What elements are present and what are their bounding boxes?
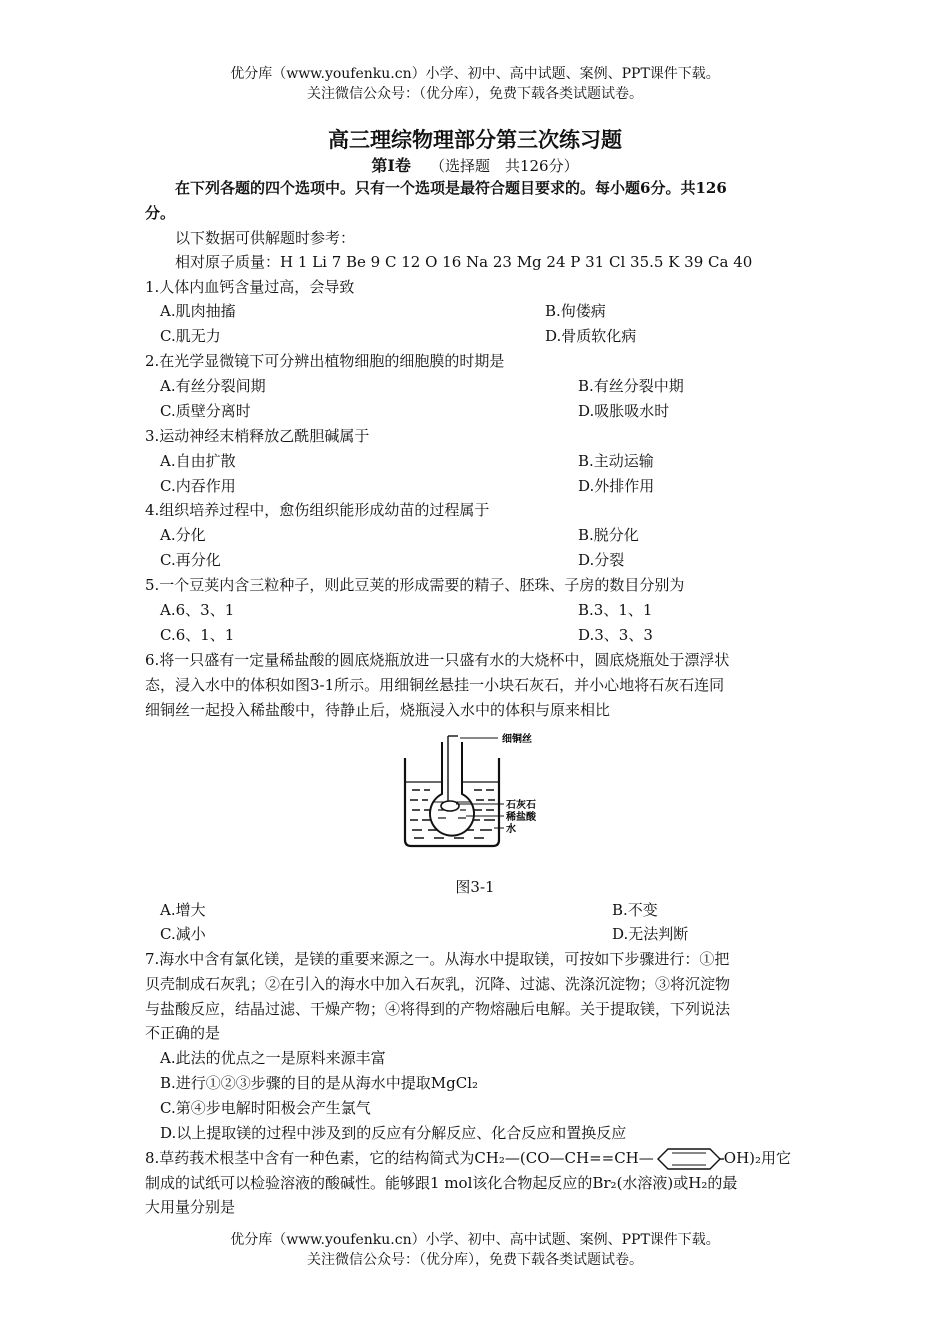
benzene-ring-icon <box>654 1147 724 1171</box>
q5-option-c: C.6、1、1 <box>160 626 235 644</box>
q7-option-c: C.第④步电解时阳极会产生氯气 <box>160 1099 371 1117</box>
section-name: 第Ⅰ卷 <box>371 156 411 175</box>
q7-stem-line-1: 7.海水中含有氯化镁，是镁的重要来源之一。从海水中提取镁，可按如下步骤进行：①把 <box>145 950 730 968</box>
reference-label: 以下数据可供解题时参考： <box>175 229 356 247</box>
q2-stem: 2.在光学显微镜下可分辨出植物细胞的细胞膜的时期是 <box>145 352 505 370</box>
q5-option-d: D.3、3、3 <box>578 626 653 644</box>
label-acid: 稀盐酸 <box>506 812 536 823</box>
q4-option-a: A.分化 <box>160 526 206 544</box>
footer-line-2: 关注微信公众号：（优分库），免费下载各类试题试卷。 <box>307 1252 643 1268</box>
atomic-masses: 相对原子质量：H 1 Li 7 Be 9 C 12 O 16 Na 23 Mg 24 P 31 Cl 35.5 K 39 Ca 40 <box>175 253 753 271</box>
header-line-1: 优分库（www.youfenku.cn）小学、初中、高中试题、案例、PPT课件下载。 <box>230 66 720 82</box>
q6-stem-line-1: 6.将一只盛有一定量稀盐酸的圆底烧瓶放进一只盛有水的大烧杯中，圆底烧瓶处于漂浮状 <box>145 651 730 669</box>
q1-option-c: C.肌无力 <box>160 327 221 345</box>
q8-stem-line-1 <box>145 1146 791 1171</box>
q3-stem: 3.运动神经末梢释放乙酰胆碱属于 <box>145 427 370 445</box>
q3-option-d: D.外排作用 <box>578 477 655 495</box>
q5-stem: 5.一个豆荚内含三粒种子，则此豆荚的形成需要的精子、胚珠、子房的数目分别为 <box>145 576 685 594</box>
q2-option-c: C.质壁分离时 <box>160 402 251 420</box>
footer-line-1: 优分库（www.youfenku.cn）小学、初中、高中试题、案例、PPT课件下载。 <box>230 1232 720 1248</box>
label-copper-wire: 细铜丝 <box>502 734 532 745</box>
section-subtitle <box>0 153 950 176</box>
q2-option-d: D.吸胀吸水时 <box>578 402 670 420</box>
q7-option-d: D.以上提取镁的过程中涉及到的反应有分解反应、化合反应和置换反应 <box>160 1124 627 1142</box>
q7-stem-line-3: 与盐酸反应，结晶过滤、干燥产物；④将得到的产物熔融后电解。关于提取镁，下列说法 <box>145 1000 731 1018</box>
q3-option-a: A.自由扩散 <box>160 452 236 470</box>
q1-option-a: A.肌肉抽搐 <box>160 302 236 320</box>
q6-option-a: A.增大 <box>160 901 206 919</box>
section-note: （选择题 共126分） <box>429 157 579 175</box>
q4-option-c: C.再分化 <box>160 551 221 569</box>
q7-option-a: A.此法的优点之一是原料来源丰富 <box>160 1049 386 1067</box>
q8-stem-line-3: 大用量分别是 <box>145 1198 236 1216</box>
page-title: 高三理综物理部分第三次练习题 <box>328 127 622 152</box>
q1-stem: 1.人体内血钙含量过高，会导致 <box>145 278 355 296</box>
q2-option-b: B.有丝分裂中期 <box>578 377 684 395</box>
q6-option-d: D.无法判断 <box>612 925 689 943</box>
q5-option-a: A.6、3、1 <box>160 601 235 619</box>
q1-option-d: D.骨质软化病 <box>545 327 637 345</box>
instructions-line-2: 分。 <box>145 204 176 222</box>
q4-stem: 4.组织培养过程中，愈伤组织能形成幼苗的过程属于 <box>145 501 490 519</box>
q3-option-c: C.内吞作用 <box>160 477 236 495</box>
round-bottom-flask <box>430 742 474 836</box>
q7-stem-line-4: 不正确的是 <box>145 1024 221 1042</box>
limestone <box>441 801 459 811</box>
label-water: 水 <box>506 824 516 835</box>
header-line-2: 关注微信公众号：（优分库），免费下载各类试题试卷。 <box>307 86 643 102</box>
q6-stem-line-3: 细铜丝一起投入稀盐酸中，待静止后，烧瓶浸入水中的体积与原来相比 <box>145 701 611 719</box>
q7-stem-line-2: 贝壳制成石灰乳；②在引入的海水中加入石灰乳，沉降、过滤、洗涤沉淀物；③将沉淀物 <box>145 975 731 993</box>
instructions-line-1: 在下列各题的四个选项中。只有一个选项是最符合题目要求的。每小题6分。共126 <box>175 179 727 197</box>
q1-option-b: B.佝偻病 <box>545 302 606 320</box>
q6-option-b: B.不变 <box>612 901 658 919</box>
q4-option-d: D.分裂 <box>578 551 625 569</box>
q6-stem-line-2: 态，浸入水中的体积如图3-1所示。用细铜丝悬挂一小块石灰石，并小心地将石灰石连同 <box>145 676 725 694</box>
q8-formula-left: 8.草药莪术根茎中含有一种色素，它的结构简式为CH₂—(CO—CH==CH— <box>145 1149 654 1167</box>
q5-option-b: B.3、1、1 <box>578 601 653 619</box>
q3-option-b: B.主动运输 <box>578 452 654 470</box>
q2-option-a: A.有丝分裂间期 <box>160 377 266 395</box>
q8-formula-right: OH)₂用它 <box>723 1149 792 1167</box>
figure-caption: 图3-1 <box>455 878 495 896</box>
q8-stem-line-2: 制成的试纸可以检验溶液的酸碱性。能够跟1 mol该化合物起反应的Br₂(水溶液)或H₂的最 <box>145 1174 738 1192</box>
label-limestone: 石灰石 <box>506 800 536 811</box>
q7-option-b: B.进行①②③步骤的目的是从海水中提取MgCl₂ <box>160 1074 479 1092</box>
figure-3-1-apparatus <box>398 732 568 850</box>
q6-option-c: C.减小 <box>160 925 206 943</box>
q4-option-b: B.脱分化 <box>578 526 639 544</box>
